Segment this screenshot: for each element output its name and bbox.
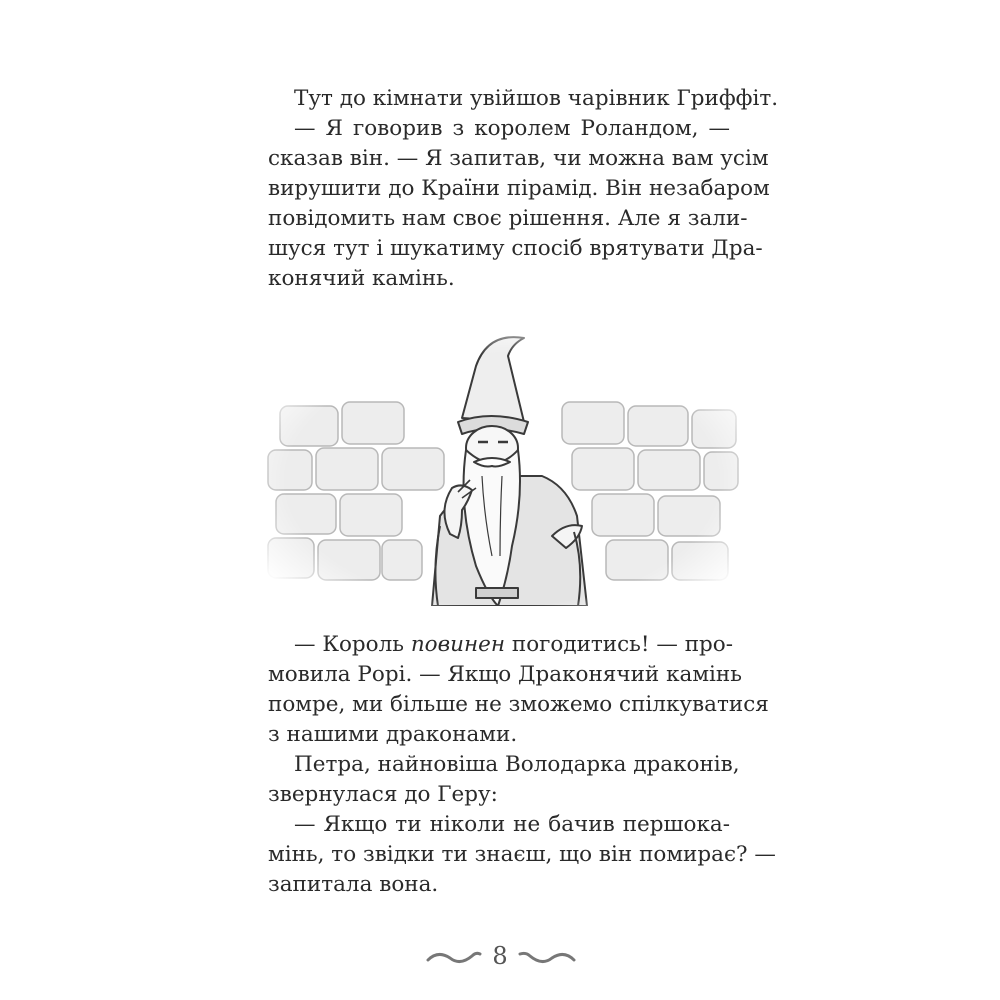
bottom-text-block <box>268 630 776 900</box>
text-line: — Я говорив з королем Роландом, — <box>294 116 730 141</box>
text-line: з нашими драконами. <box>268 722 518 747</box>
text-line: мінь, то звідки ти знаєш, що він помирає? — <box>268 842 776 867</box>
text-line: шуся тут і шукатиму спосіб врятувати Дра- <box>268 236 763 261</box>
text-line: Петра, найновіша Володарка драконів, <box>294 752 740 777</box>
text-line <box>268 630 733 660</box>
text-line: — Якщо ти ніколи не бачив першока- <box>294 812 730 837</box>
page-footer <box>420 938 580 978</box>
wizard-illustration <box>262 326 742 606</box>
emphasis-text: повинен <box>410 632 506 657</box>
page-number: 8 <box>492 942 508 970</box>
text-line: сказав він. — Я запитав, чи можна вам усім <box>268 146 769 171</box>
text-segment: погодитись! — про- <box>505 632 733 657</box>
text-line: вирушити до Країни пірамід. Він незабаром <box>268 176 770 201</box>
text-segment: — Король <box>294 632 411 657</box>
text-line: конячий камінь. <box>268 266 455 291</box>
text-line: повідомить нам своє рішення. Але я зали- <box>268 206 748 231</box>
text-line: Тут до кімнати увійшов чарівник Гриффіт. <box>294 86 779 111</box>
text-line: запитала вона. <box>268 872 439 897</box>
text-line: помре, ми більше не зможемо спілкуватися <box>268 692 769 717</box>
text-line: мовила Рорі. — Якщо Драконячий камінь <box>268 662 742 687</box>
top-text-block <box>268 84 779 294</box>
text-line: звернулася до Геру: <box>268 782 498 807</box>
